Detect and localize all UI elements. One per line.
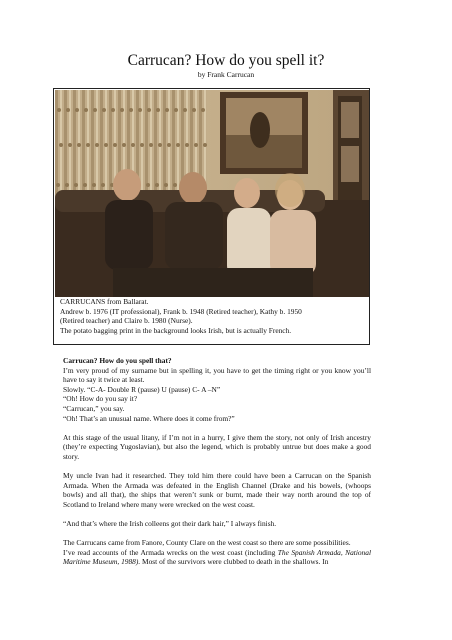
paragraph: “And that’s where the Irish colleens got their dark hair,” I always finish.	[63, 519, 277, 529]
page-title: Carrucan? How do you spell it?	[127, 52, 325, 69]
paragraph-text: I’ve read accounts of the Armada wrecks on the west coast (including	[63, 547, 278, 557]
dialogue-line: “Oh! How do you say it?	[63, 394, 138, 404]
dialogue-line: “Carrucan,” you say.	[63, 403, 125, 413]
dialogue-line: “Oh! That’s an unusual name. Where does it come from?”	[63, 413, 235, 423]
paragraph	[53, 548, 371, 567]
photo-figure	[53, 88, 370, 345]
dialogue-line: Slowly. “C-A- Double R (pause) U (pause) C- A –N”	[63, 384, 221, 394]
caption-line: Andrew b. 1976 (IT professional), Frank b. 1948 (Retired teacher), Kathy b. 1950	[60, 306, 302, 316]
paragraph: At this stage of the usual litany, if I’m not in a hurry, I give them the story, not only of Irish ancestry (they’re expecting Yugoslavian), but also the legend, which is probably untrue but does make a good story.	[63, 432, 371, 461]
caption-line: CARRUCANS from Ballarat.	[60, 297, 149, 306]
paragraph-text: Most of the survivors were clubbed to death in the shallows. In	[140, 557, 329, 567]
photo-caption	[60, 297, 365, 335]
caption-line: The potato bagging print in the background looks Irish, but is actually French.	[60, 325, 292, 335]
paragraph: The Carrucans came from Fanore, County Clare on the west coast so there are some possibilities.	[63, 538, 351, 548]
byline: by Frank Carrucan	[197, 70, 255, 79]
caption-line: (Retired teacher) and Claire b. 1980 (Nurse).	[60, 316, 193, 326]
paragraph: My uncle Ivan had it researched. They told him there could have been a Carrucan on the Spanish Armada. When the Armada was defeated in the English Channel (Drake and his bowels, (whoops bowls) and all that), the ships that weren’t sunk or burnt, made their way north around the top of Scotland to Ireland where many were wrecked on the west coast.	[63, 471, 371, 509]
family-photo	[55, 90, 369, 297]
article-body	[53, 356, 371, 567]
section-heading: Carrucan? How do you spell that?	[63, 356, 172, 365]
paragraph: I’m very proud of my surname but in spelling it, you have to get the timing right or you know you’ll have to say it twice at least.	[63, 365, 371, 385]
book-citation: The Spanish Armada, National Maritime Museum, 1988).	[63, 547, 372, 567]
